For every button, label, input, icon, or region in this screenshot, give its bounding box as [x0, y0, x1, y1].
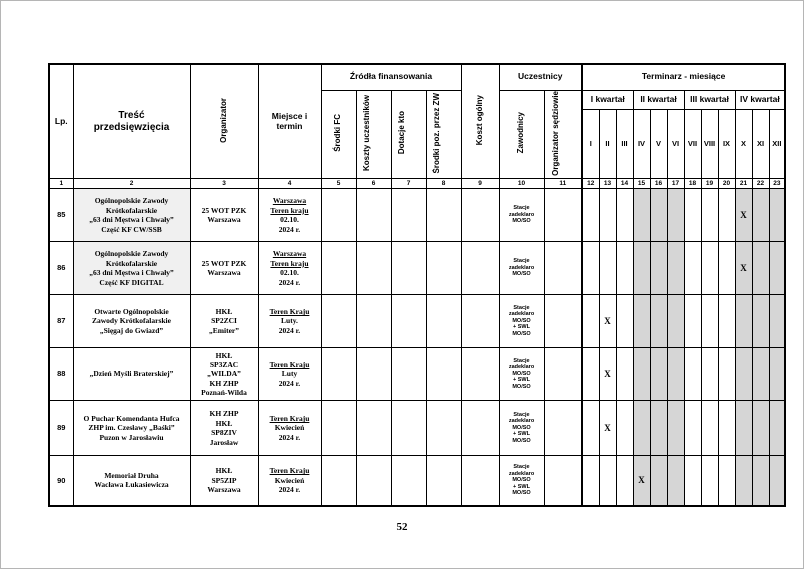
- event-place-date: [258, 348, 321, 401]
- month-cell: [650, 189, 667, 242]
- empty-cell: [426, 348, 461, 401]
- month-cell: [684, 189, 701, 242]
- row-number: 87: [49, 295, 73, 348]
- column-number: 10: [499, 179, 544, 189]
- cell-line: „63 dni Męstwa i Chwały”: [89, 268, 174, 278]
- cell-line: Otwarte Ogólnopolskie: [94, 307, 169, 317]
- empty-cell: [321, 242, 356, 295]
- month-cell: [701, 456, 718, 506]
- month-cell: [769, 295, 785, 348]
- empty-cell: [391, 348, 426, 401]
- month-cell: [718, 456, 735, 506]
- month-cell: [667, 401, 684, 456]
- empty-cell: [321, 189, 356, 242]
- month-mark: X: [599, 348, 616, 401]
- cell-line: Wacława Łukasiewicza: [94, 480, 169, 490]
- month-cell: [582, 295, 599, 348]
- month-cell: [582, 456, 599, 506]
- header-dotacje: Dotacje kto: [391, 90, 426, 179]
- column-number: 18: [684, 179, 701, 189]
- column-number: 17: [667, 179, 684, 189]
- month-cell: [701, 242, 718, 295]
- cell-line: Luty: [281, 369, 298, 379]
- event-organizer: [190, 189, 258, 242]
- empty-cell: [321, 401, 356, 456]
- empty-cell: [321, 456, 356, 506]
- header-month-3: III: [616, 110, 633, 179]
- month-mark: X: [633, 456, 650, 506]
- cell-line: MO/SO: [512, 271, 531, 278]
- column-number: 16: [650, 179, 667, 189]
- column-number: 13: [599, 179, 616, 189]
- column-number: 5: [321, 179, 356, 189]
- header-quarter-1: I kwartał: [582, 90, 633, 110]
- cell-line: ZHP im. Czesławy „Baśki”: [88, 423, 175, 433]
- cell-line: MO/SO: [512, 218, 531, 225]
- event-place-date: [258, 242, 321, 295]
- participants-cell: [499, 456, 544, 506]
- event-title: [73, 295, 190, 348]
- empty-cell: [544, 295, 582, 348]
- cell-line: Kwiecień: [274, 423, 305, 433]
- header-month-1: I: [582, 110, 599, 179]
- month-cell: [582, 401, 599, 456]
- cell-line: 02.10.: [280, 268, 299, 278]
- month-cell: [633, 242, 650, 295]
- participants-cell: [499, 401, 544, 456]
- event-title: [73, 401, 190, 456]
- event-organizer: [190, 348, 258, 401]
- event-organizer: [190, 242, 258, 295]
- empty-cell: [461, 456, 499, 506]
- header-uczestnicy: Uczestnicy: [499, 64, 582, 90]
- event-title: [73, 189, 190, 242]
- month-cell: [684, 242, 701, 295]
- event-organizer: [190, 295, 258, 348]
- month-cell: [718, 295, 735, 348]
- cell-line: zadeklaro: [508, 364, 535, 371]
- cell-line: Ogólnopolskie Zawody: [94, 249, 169, 259]
- event-place-date: [258, 401, 321, 456]
- empty-cell: [321, 348, 356, 401]
- cell-line: MO/SO: [512, 370, 531, 377]
- empty-cell: [461, 295, 499, 348]
- participants-cell: [499, 295, 544, 348]
- empty-cell: [426, 456, 461, 506]
- empty-cell: [544, 242, 582, 295]
- empty-cell: [544, 456, 582, 506]
- cell-line: KH ZHP: [209, 378, 239, 388]
- cell-line: Luty.: [281, 316, 298, 326]
- cell-line: Warszawa: [207, 215, 241, 225]
- row-number: 88: [49, 348, 73, 401]
- month-cell: [718, 401, 735, 456]
- column-number: 8: [426, 179, 461, 189]
- header-quarter-2: II kwartał: [633, 90, 684, 110]
- cell-line: zadeklaro: [508, 311, 535, 318]
- cell-line: KH ZHP: [209, 409, 239, 419]
- empty-cell: [356, 348, 391, 401]
- cell-line: Puzon w Jarosławiu: [99, 432, 164, 442]
- month-cell: [718, 348, 735, 401]
- month-cell: [599, 189, 616, 242]
- cell-line: Stacje: [513, 357, 530, 364]
- month-cell: [616, 189, 633, 242]
- month-cell: [701, 348, 718, 401]
- cell-line: Stacje: [513, 258, 530, 265]
- month-cell: [582, 189, 599, 242]
- empty-cell: [356, 401, 391, 456]
- cell-line: MO/SO: [512, 331, 531, 338]
- month-cell: [769, 242, 785, 295]
- month-cell: [735, 401, 752, 456]
- month-mark: X: [599, 401, 616, 456]
- empty-cell: [544, 348, 582, 401]
- row-number: 89: [49, 401, 73, 456]
- empty-cell: [544, 401, 582, 456]
- cell-line: MO/SO: [512, 477, 531, 484]
- cell-line: Jarosław: [209, 437, 239, 447]
- cell-line: MO/SO: [512, 317, 531, 324]
- month-cell: [701, 189, 718, 242]
- cell-line: zadeklaro: [508, 264, 535, 271]
- row-number: 90: [49, 456, 73, 506]
- page-number: 52: [396, 521, 408, 533]
- header-month-7: VII: [684, 110, 701, 179]
- cell-line: 02.10.: [280, 215, 299, 225]
- month-cell: [582, 348, 599, 401]
- cell-line: Stacje: [513, 205, 530, 212]
- month-cell: [633, 189, 650, 242]
- month-cell: [684, 348, 701, 401]
- header-quarter-3: III kwartał: [684, 90, 735, 110]
- month-cell: [599, 456, 616, 506]
- cell-line: zadeklaro: [508, 211, 535, 218]
- month-cell: [650, 348, 667, 401]
- month-cell: [718, 242, 735, 295]
- cell-line: 2024 r.: [278, 432, 301, 442]
- cell-line: + SWL: [513, 431, 530, 438]
- event-title: [73, 456, 190, 506]
- schedule-body: [49, 189, 785, 506]
- header-month-12: XII: [769, 110, 785, 179]
- month-cell: [752, 295, 769, 348]
- row-number: 86: [49, 242, 73, 295]
- header-tresc: Treść przedsięwzięcia: [73, 64, 190, 179]
- cell-line: Teren Kraju: [269, 307, 310, 317]
- empty-cell: [461, 401, 499, 456]
- cell-line: 2024 r.: [278, 325, 301, 335]
- header-srodki-poz: Środki poz. przez ZW: [426, 90, 461, 179]
- cell-line: MO/SO: [512, 438, 531, 445]
- cell-line: Memoriał Druha: [104, 471, 159, 481]
- cell-line: HKŁ: [215, 307, 233, 317]
- header-koszt-ogolny: Koszt ogólny: [461, 64, 499, 179]
- cell-line: zadeklaro: [508, 418, 535, 425]
- empty-cell: [461, 242, 499, 295]
- month-cell: [769, 456, 785, 506]
- cell-line: HKŁ: [215, 350, 233, 360]
- header-organizator-sedziowie: Organizator sędziowie: [544, 90, 582, 179]
- cell-line: „WILDA”: [207, 369, 241, 379]
- month-cell: [667, 295, 684, 348]
- column-number: 15: [633, 179, 650, 189]
- header-lp: Lp.: [49, 64, 73, 179]
- participants-cell: [499, 242, 544, 295]
- cell-line: Warszawa: [207, 485, 241, 495]
- cell-line: Część KF CW/SSB: [101, 224, 162, 234]
- month-cell: [701, 295, 718, 348]
- column-number: 2: [73, 179, 190, 189]
- column-number: 4: [258, 179, 321, 189]
- cell-line: 25 WOT PZK: [201, 258, 247, 268]
- cell-line: + SWL: [513, 324, 530, 331]
- cell-line: Teren Kraju: [269, 466, 310, 476]
- cell-line: Ogólnopolskie Zawody: [94, 196, 169, 206]
- header-srodki-fc: Środki FC: [321, 90, 356, 179]
- cell-line: MO/SO: [512, 424, 531, 431]
- event-place-date: [258, 189, 321, 242]
- column-number: 1: [49, 179, 73, 189]
- header-quarter-4: IV kwartał: [735, 90, 785, 110]
- cell-line: 2024 r.: [278, 224, 301, 234]
- table-row: [49, 189, 785, 242]
- cell-line: Teren Kraju: [269, 360, 310, 370]
- month-cell: [684, 295, 701, 348]
- participants-cell: [499, 348, 544, 401]
- month-cell: [684, 456, 701, 506]
- cell-line: Zawody Krótkofalarskie: [92, 316, 171, 326]
- month-cell: [769, 401, 785, 456]
- column-number: 9: [461, 179, 499, 189]
- month-cell: [667, 456, 684, 506]
- cell-line: Krótkofalarskie: [105, 258, 158, 268]
- month-cell: [769, 348, 785, 401]
- cell-line: Warszawa: [272, 196, 307, 206]
- header-month-5: V: [650, 110, 667, 179]
- event-place-date: [258, 456, 321, 506]
- empty-cell: [544, 189, 582, 242]
- cell-line: „Sięgaj do Gwiazd”: [99, 325, 164, 335]
- header-zawodnicy: Zawodnicy: [499, 90, 544, 179]
- column-number: 6: [356, 179, 391, 189]
- month-cell: [684, 401, 701, 456]
- table-row: [49, 348, 785, 401]
- month-cell: [616, 242, 633, 295]
- month-cell: [769, 189, 785, 242]
- month-cell: [650, 456, 667, 506]
- month-cell: [633, 348, 650, 401]
- table-row: [49, 242, 785, 295]
- column-number: 19: [701, 179, 718, 189]
- month-cell: [616, 401, 633, 456]
- month-cell: [735, 348, 752, 401]
- event-title: [73, 242, 190, 295]
- header-miejsce: Miejsce i termin: [258, 64, 321, 179]
- header-month-6: VI: [667, 110, 684, 179]
- cell-line: MO/SO: [512, 490, 531, 497]
- cell-line: + SWL: [513, 483, 530, 490]
- empty-cell: [321, 295, 356, 348]
- month-cell: [718, 189, 735, 242]
- event-title: [73, 348, 190, 401]
- empty-cell: [356, 189, 391, 242]
- cell-line: Stacje: [513, 304, 530, 311]
- cell-line: „Dzień Myśli Braterskiej”: [89, 369, 174, 379]
- empty-cell: [356, 456, 391, 506]
- header-terminarz: Terminarz - miesiące: [582, 64, 785, 90]
- event-organizer: [190, 401, 258, 456]
- column-number: 14: [616, 179, 633, 189]
- cell-line: 25 WOT PZK: [201, 205, 247, 215]
- column-number: 7: [391, 179, 426, 189]
- empty-cell: [356, 242, 391, 295]
- month-mark: X: [599, 295, 616, 348]
- month-cell: [582, 242, 599, 295]
- cell-line: 2024 r.: [278, 378, 301, 388]
- month-cell: [633, 295, 650, 348]
- month-cell: [616, 348, 633, 401]
- empty-cell: [426, 189, 461, 242]
- cell-line: Krótkofalarskie: [105, 205, 158, 215]
- empty-cell: [461, 348, 499, 401]
- header-month-4: IV: [633, 110, 650, 179]
- column-number: 3: [190, 179, 258, 189]
- schedule-table: [48, 63, 786, 507]
- table-row: [49, 295, 785, 348]
- cell-line: Teren Kraju: [269, 414, 310, 424]
- empty-cell: [356, 295, 391, 348]
- column-number: 22: [752, 179, 769, 189]
- month-cell: [752, 456, 769, 506]
- month-cell: [616, 295, 633, 348]
- cell-line: SP2ZCI: [211, 316, 237, 326]
- month-cell: [752, 189, 769, 242]
- column-number-row: [49, 179, 785, 189]
- row-number: 85: [49, 189, 73, 242]
- cell-line: 2024 r.: [278, 277, 301, 287]
- cell-line: MO/SO: [512, 384, 531, 391]
- empty-cell: [391, 242, 426, 295]
- cell-line: HKŁ: [215, 466, 233, 476]
- event-organizer: [190, 456, 258, 506]
- header-month-8: VIII: [701, 110, 718, 179]
- empty-cell: [391, 456, 426, 506]
- column-number: 12: [582, 179, 599, 189]
- month-cell: [701, 401, 718, 456]
- month-cell: [735, 456, 752, 506]
- cell-line: zadeklaro: [508, 470, 535, 477]
- month-cell: [650, 242, 667, 295]
- cell-line: Część KF DIGITAL: [99, 277, 164, 287]
- empty-cell: [426, 295, 461, 348]
- month-cell: [735, 295, 752, 348]
- cell-line: SP3ZAC: [209, 360, 239, 370]
- empty-cell: [461, 189, 499, 242]
- month-cell: [599, 242, 616, 295]
- empty-cell: [391, 401, 426, 456]
- cell-line: Teren kraju: [270, 258, 309, 268]
- cell-line: Teren kraju: [270, 205, 309, 215]
- header-month-2: II: [599, 110, 616, 179]
- cell-line: Stacje: [513, 463, 530, 470]
- column-number: 21: [735, 179, 752, 189]
- header-organizator: Organizator: [190, 64, 258, 179]
- month-cell: [616, 456, 633, 506]
- header-month-10: X: [735, 110, 752, 179]
- cell-line: SP8ZIV: [211, 428, 237, 438]
- cell-line: Kwiecień: [274, 475, 305, 485]
- cell-line: „Emiter”: [209, 325, 239, 335]
- empty-cell: [426, 401, 461, 456]
- header-month-9: IX: [718, 110, 735, 179]
- event-place-date: [258, 295, 321, 348]
- participants-cell: [499, 189, 544, 242]
- month-cell: [650, 401, 667, 456]
- month-cell: [667, 242, 684, 295]
- cell-line: 2024 r.: [278, 485, 301, 495]
- cell-line: + SWL: [513, 377, 530, 384]
- cell-line: Poznań-Wilda: [201, 388, 247, 398]
- header-koszty-uczestnikow: Koszty uczestników: [356, 90, 391, 179]
- month-cell: [667, 348, 684, 401]
- column-number: 20: [718, 179, 735, 189]
- month-cell: [633, 401, 650, 456]
- empty-cell: [391, 189, 426, 242]
- cell-line: HKŁ: [215, 418, 233, 428]
- cell-line: Warszawa: [207, 268, 241, 278]
- month-mark: X: [735, 189, 752, 242]
- month-cell: [752, 242, 769, 295]
- month-cell: [752, 348, 769, 401]
- column-number: 11: [544, 179, 582, 189]
- cell-line: Warszawa: [272, 249, 307, 259]
- month-cell: [667, 189, 684, 242]
- column-number: 23: [769, 179, 785, 189]
- month-cell: [650, 295, 667, 348]
- header-month-11: XI: [752, 110, 769, 179]
- cell-line: O Puchar Komendanta Hufca: [83, 414, 180, 424]
- cell-line: Stacje: [513, 411, 530, 418]
- cell-line: SP5ZIP: [211, 475, 237, 485]
- empty-cell: [426, 242, 461, 295]
- empty-cell: [391, 295, 426, 348]
- month-cell: [752, 401, 769, 456]
- month-mark: X: [735, 242, 752, 295]
- table-row: [49, 456, 785, 506]
- table-row: [49, 401, 785, 456]
- cell-line: „63 dni Męstwa i Chwały”: [89, 215, 174, 225]
- header-zrodla: Źródła finansowania: [321, 64, 461, 90]
